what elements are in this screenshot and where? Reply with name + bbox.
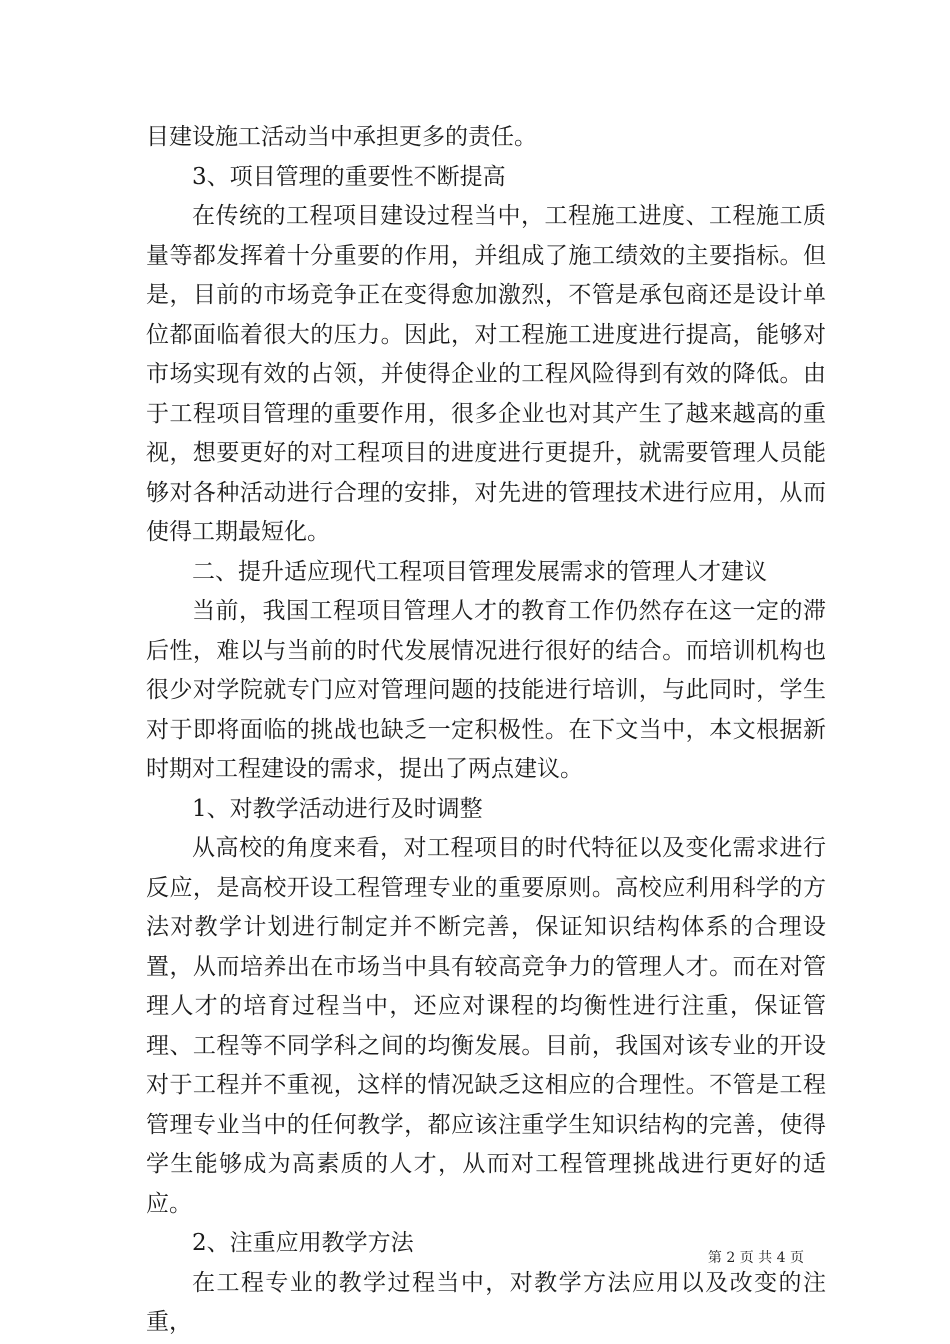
- section-heading-2: 二、提升适应现代工程项目管理发展需求的管理人才建议: [192, 558, 767, 585]
- subsection-heading-1: 1、对教学活动进行及时调整: [192, 795, 483, 822]
- paragraph: 从高校的角度来看，对工程项目的时代特征以及变化需求进行反应，是高校开设工程管理专业的重要原则。高校应利用科学的方法对教学计划进行制定并不断完善，保证知识结构体系的合理设置，从而培养出在市场当中具有较高竞争力的管理人才。而在对管理人才的培育过程当中，还应对课程的均衡性进行注重，保证管理、工程等不同学科之间的均衡发展。目前，我国对该专业的开设对于工程并不重视，这样的情况缺乏这相应的合理性。不管是工程管理专业当中的任何教学，都应该注重学生知识结构的完善，使得学生能够成为高素质的人才，从而对工程管理挑战进行更好的适应。: [146, 835, 826, 1217]
- paragraph: 当前，我国工程项目管理人才的教育工作仍然存在这一定的滞后性，难以与当前的时代发展情况进行很好的结合。而培训机构也很少对学院就专门应对管理问题的技能进行培训，与此同时，学生对于即将面临的挑战也缺乏一定积极性。在下文当中，本文根据新时期对工程建设的需求，提出了两点建议。: [146, 598, 826, 782]
- paragraph-continuation: 目建设施工活动当中承担更多的责任。: [146, 124, 537, 150]
- section-heading-3: 3、项目管理的重要性不断提高: [192, 163, 506, 190]
- page-number: 第 2 页 共 4 页: [707, 1250, 804, 1266]
- paragraph: 在传统的工程项目建设过程当中，工程施工进度、工程施工质量等都发挥着十分重要的作用，并组成了施工绩效的主要指标。但是，目前的市场竞争正在变得愈加激烈，不管是承包商还是设计单位都面临着很大的压力。因此，对工程施工进度进行提高，能够对市场实现有效的占领，并使得企业的工程风险得到有效的降低。由于工程项目管理的重要作用，很多企业也对其产生了越来越高的重视，想要更好的对工程项目的进度进行更提升，就需要管理人员能够对各种活动进行合理的安排，对先进的管理技术进行应用，从而使得工期最短化。: [146, 203, 826, 545]
- paragraph: 在工程专业的教学过程当中，对教学方法应用以及改变的注重，: [146, 1269, 826, 1335]
- subsection-heading-2: 2、注重应用教学方法: [192, 1230, 414, 1256]
- document-body: [146, 118, 826, 1343]
